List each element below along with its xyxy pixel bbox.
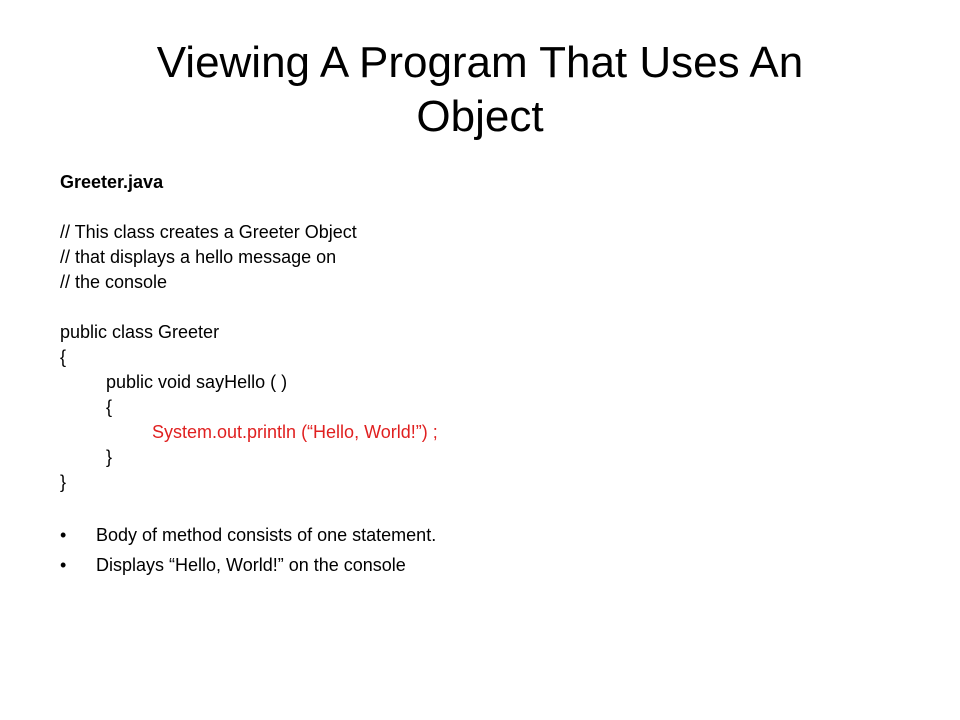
bullet-list [60, 520, 880, 580]
code-comment-line: // This class creates a Greeter Object [60, 222, 357, 242]
code-method-close-brace: } [106, 447, 113, 467]
code-comment-line: // the console [60, 272, 168, 292]
bullet-icon: • [60, 525, 67, 545]
code-block [60, 220, 880, 495]
code-close-brace: } [60, 472, 67, 492]
bullet-item [60, 550, 880, 580]
bullet-text: Body of method consists of one statement. [96, 525, 437, 545]
code-open-brace: { [60, 347, 67, 367]
slide-content [60, 170, 880, 580]
code-println-statement: System.out.println (“Hello, World!”) ; [152, 422, 438, 442]
code-method-open-brace: { [106, 397, 113, 417]
slide-title: Viewing A Program That Uses An Object [156, 38, 804, 141]
code-comment-line: // that displays a hello message on [60, 247, 337, 267]
code-filename: Greeter.java [60, 172, 164, 192]
bullet-item [60, 520, 880, 550]
code-blank-line [60, 295, 880, 320]
code-class-declaration: public class Greeter [60, 322, 220, 342]
bullet-icon: • [60, 555, 67, 575]
code-method-declaration: public void sayHello ( ) [106, 372, 288, 392]
bullet-text: Displays “Hello, World!” on the console [96, 555, 406, 575]
